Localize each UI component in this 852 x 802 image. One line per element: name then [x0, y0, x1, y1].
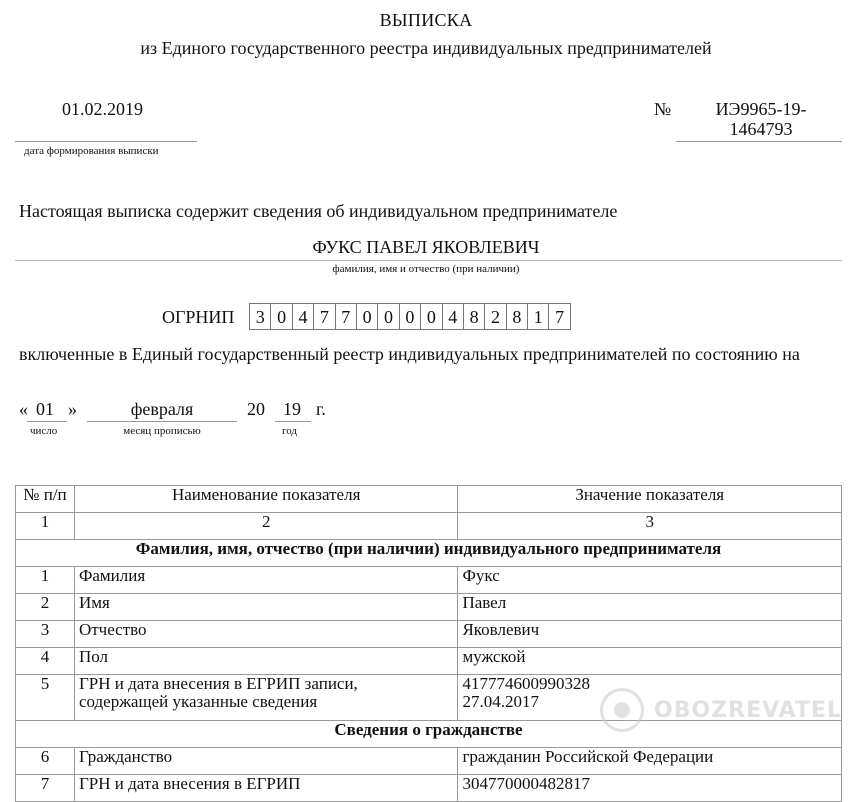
ogrnip-digit: 8 [506, 303, 528, 330]
document-title: ВЫПИСКА [379, 10, 473, 30]
included-text: включенные в Единый государственный реестр индивидуальных предпринимателей по состоянию на [19, 344, 800, 364]
ogrnip-digit: 4 [292, 303, 314, 330]
register-table [15, 485, 842, 802]
ogrnip-digit: 0 [420, 303, 442, 330]
document-number-line2: 1464793 [729, 119, 793, 139]
column-number: 3 [458, 513, 842, 540]
row-name: Гражданство [74, 748, 458, 775]
number-sign: № [654, 99, 672, 119]
row-name: Отчество [74, 621, 458, 648]
ogrnip-digit: 0 [270, 303, 292, 330]
column-header: № п/п [16, 486, 75, 513]
ogrnip-digit: 0 [377, 303, 399, 330]
ogrnip-digit: 7 [313, 303, 335, 330]
row-name: Имя [74, 594, 458, 621]
year-underline [275, 421, 311, 422]
document-number-line1: ИЭ9965-19- [715, 99, 807, 119]
column-header: Значение показателя [458, 486, 842, 513]
number-underline [676, 141, 842, 142]
table-row [16, 748, 842, 775]
date-caption: дата формирования выписки [24, 145, 159, 157]
row-value: мужской [458, 648, 842, 675]
watermark-text: OBOZREVATEL [654, 697, 842, 723]
ogrnip-digit: 8 [463, 303, 485, 330]
row-name: Фамилия [74, 567, 458, 594]
row-value: 304770000482817 [458, 775, 842, 802]
column-number: 2 [74, 513, 458, 540]
month-underline [87, 421, 237, 422]
row-name-line: содержащей указанные сведения [78, 692, 318, 711]
table-row [16, 594, 842, 621]
ogrnip-digit: 0 [399, 303, 421, 330]
date-open-quote: « [19, 399, 28, 419]
row-value: гражданин Российской Федерации [458, 748, 842, 775]
table-row [16, 621, 842, 648]
ogrnip-digit: 2 [484, 303, 506, 330]
row-name: ГРН и дата внесения в ЕГРИП [74, 775, 458, 802]
year-caption: год [282, 425, 298, 437]
ogrnip-digit: 7 [335, 303, 357, 330]
row-number: 4 [16, 648, 75, 675]
document-subtitle: из Единого государственного реестра индивидуальных предпринимателей [140, 38, 712, 58]
row-name [74, 675, 458, 721]
ogrnip-digit: 1 [527, 303, 549, 330]
name-underline [15, 260, 842, 261]
date-underline [15, 141, 197, 142]
document-number [690, 99, 832, 139]
intro-text: Настоящая выписка содержит сведения об индивидуальном предпринимателе [19, 201, 618, 221]
row-number: 7 [16, 775, 75, 802]
row-number: 1 [16, 567, 75, 594]
section-title: Фамилия, имя, отчество (при наличии) индивидуального предпринимателя [16, 540, 842, 567]
table-row [16, 775, 842, 802]
day-caption: число [30, 425, 58, 437]
row-value-line: 27.04.2017 [462, 692, 539, 711]
ogrnip-digits [250, 303, 571, 330]
date-close-quote: » [68, 399, 77, 419]
year-suffix: г. [316, 399, 326, 419]
section-title: Сведения о гражданстве [16, 721, 842, 748]
obozrevatel-logo-icon [600, 688, 644, 732]
as-of-month: февраля [130, 399, 194, 419]
row-number: 5 [16, 675, 75, 721]
ogrnip-digit: 0 [356, 303, 378, 330]
ogrnip-digit: 7 [548, 303, 570, 330]
row-value: Яковлевич [458, 621, 842, 648]
row-number: 2 [16, 594, 75, 621]
column-header: Наименование показателя [74, 486, 458, 513]
row-value: Фукс [458, 567, 842, 594]
watermark [600, 688, 842, 732]
row-name-line: ГРН и дата внесения в ЕГРИП записи, [78, 674, 358, 693]
table-row [16, 648, 842, 675]
row-name: Пол [74, 648, 458, 675]
as-of-century: 20 [247, 399, 265, 419]
day-underline [27, 421, 67, 422]
as-of-day: 01 [36, 399, 54, 419]
name-caption: фамилия, имя и отчество (при наличии) [332, 263, 520, 275]
row-number: 3 [16, 621, 75, 648]
month-caption: месяц прописью [123, 425, 201, 437]
ogrnip-digit: 3 [249, 303, 271, 330]
column-number-row [16, 513, 842, 540]
column-number: 1 [16, 513, 75, 540]
section-row [16, 540, 842, 567]
ogrnip-label: ОГРНИП [162, 307, 235, 327]
formation-date: 01.02.2019 [62, 99, 143, 119]
row-number: 6 [16, 748, 75, 775]
row-value: Павел [458, 594, 842, 621]
as-of-year: 19 [283, 399, 301, 419]
table-row [16, 567, 842, 594]
row-value-line: 417774600990328 [462, 674, 590, 693]
table-header-row [16, 486, 842, 513]
ogrnip-digit: 4 [442, 303, 464, 330]
entrepreneur-name: ФУКС ПАВЕЛ ЯКОВЛЕВИЧ [312, 237, 540, 257]
